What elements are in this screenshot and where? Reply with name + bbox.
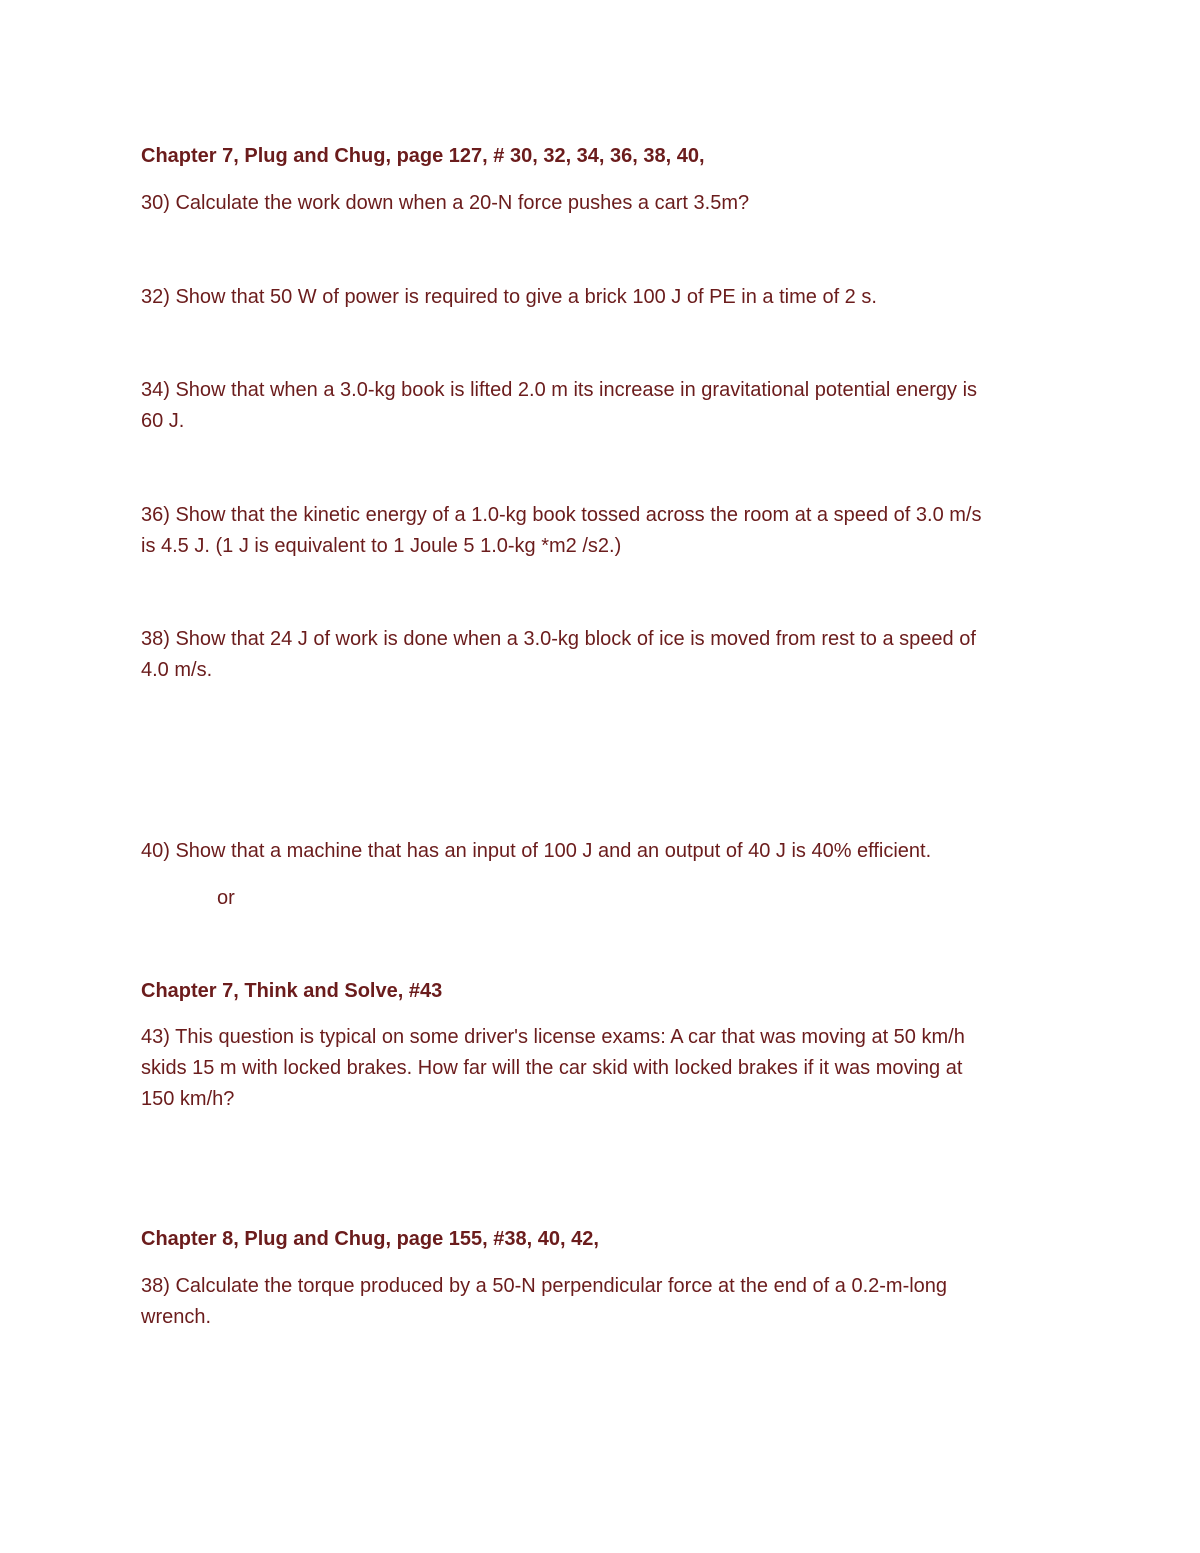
- question-ch8-38-line-1: 38) Calculate the torque produced by a 50-N perpendicular force at the end of a 0.2-m-long: [141, 1275, 948, 1297]
- question-ch8-38-line-2: wrench.: [141, 1306, 212, 1328]
- question-43-line-3: 150 km/h?: [141, 1088, 235, 1110]
- section-heading-ch8-plug-and-chug: Chapter 8, Plug and Chug, page 155, #38, 40, 42,: [141, 1228, 599, 1250]
- or-separator: or: [217, 887, 235, 909]
- question-38-line-2: 4.0 m/s.: [141, 659, 213, 681]
- question-36-line-2: is 4.5 J. (1 J is equivalent to 1 Joule 5 1.0-kg *m2 /s2.): [141, 535, 622, 557]
- question-36-line-1: 36) Show that the kinetic energy of a 1.0-kg book tossed across the room at a speed of 3.0 m/s: [141, 504, 982, 526]
- question-34-line-1: 34) Show that when a 3.0-kg book is lifted 2.0 m its increase in gravitational potential energy is: [141, 379, 978, 401]
- question-32-line-1: 32) Show that 50 W of power is required to give a brick 100 J of PE in a time of 2 s.: [141, 286, 877, 308]
- question-34-line-2: 60 J.: [141, 410, 185, 432]
- question-30-line-1: 30) Calculate the work down when a 20-N force pushes a cart 3.5m?: [141, 192, 750, 214]
- question-43-line-1: 43) This question is typical on some driver's license exams: A car that was moving at 50 km/h: [141, 1026, 965, 1048]
- section-heading-ch7-plug-and-chug: Chapter 7, Plug and Chug, page 127, # 30, 32, 34, 36, 38, 40,: [141, 145, 705, 167]
- question-43-line-2: skids 15 m with locked brakes. How far will the car skid with locked brakes if it was moving at: [141, 1057, 963, 1079]
- question-40-line-1: 40) Show that a machine that has an input of 100 J and an output of 40 J is 40% efficient.: [141, 840, 932, 862]
- section-heading-ch7-think-and-solve: Chapter 7, Think and Solve, #43: [141, 980, 443, 1002]
- question-38-line-1: 38) Show that 24 J of work is done when a 3.0-kg block of ice is moved from rest to a speed of: [141, 628, 976, 650]
